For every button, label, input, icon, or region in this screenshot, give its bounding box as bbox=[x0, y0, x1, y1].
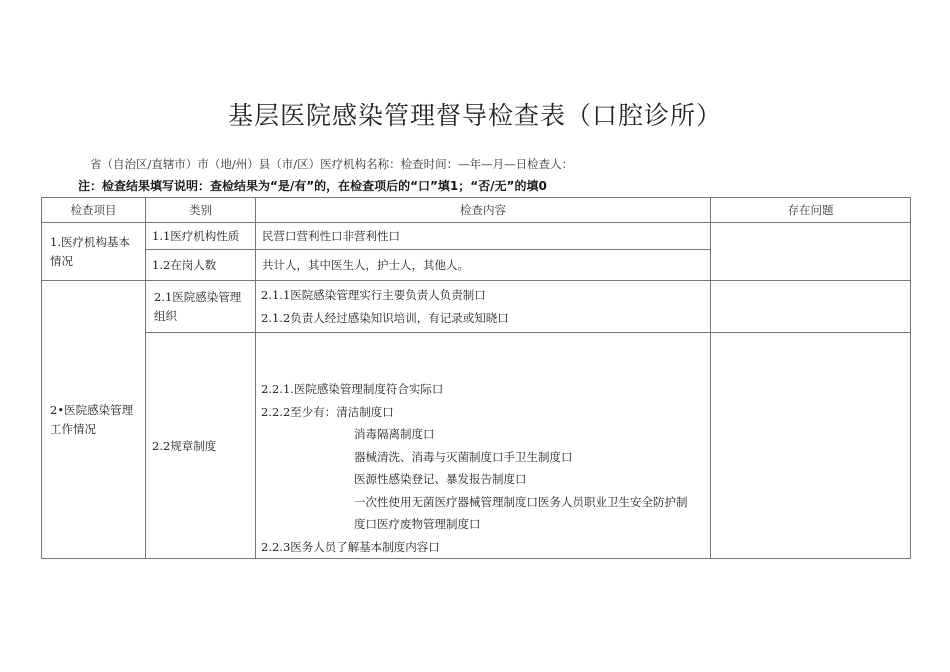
content-line: 2.2.3医务人员了解基本制度内容口 bbox=[261, 539, 440, 554]
content-line: 一次性使用无菌医疗器械管理制度口医务人员职业卫生安全防护制 bbox=[354, 494, 688, 509]
content-line: 2.2.1.医院感染管理制度符合实际口 bbox=[261, 382, 444, 396]
info-line: 省（自治区/直辖市）市（地/州）县（市/区）医疗机构名称：检查时间：—年—月—日检查人： bbox=[90, 157, 574, 171]
page-title: 基层医院感染管理督导检查表（口腔诊所） bbox=[227, 101, 722, 130]
issues-cell[interactable] bbox=[711, 223, 911, 281]
header-content: 检查内容 bbox=[256, 198, 711, 223]
fill-note: 注：检查结果填写说明：查检结果为“是/有”的，在检查项后的“口”填1；“否/无”的填0 bbox=[78, 179, 547, 193]
item-infection-management: 2•医院感染管理工作情况 bbox=[42, 281, 146, 559]
content-cell bbox=[256, 281, 711, 333]
content-line: 2.1.2负责人经过感染知识培训，有记录或知晓口 bbox=[261, 310, 509, 325]
content-cell: 民营口营利性口非营利性口 bbox=[256, 223, 711, 250]
table-row bbox=[42, 223, 911, 250]
content-cell: 共计人，其中医生人，护士人，其他人。 bbox=[256, 250, 711, 281]
inspection-table bbox=[41, 197, 911, 559]
header-category: 类别 bbox=[146, 198, 256, 223]
table-row bbox=[42, 333, 911, 559]
content-line: 2.1.1医院感染管理实行主要负责人负责制口 bbox=[261, 288, 486, 302]
header-issues: 存在问题 bbox=[711, 198, 911, 223]
table-row bbox=[42, 281, 911, 333]
content-line: 消毒隔离制度口 bbox=[354, 427, 435, 441]
header-row bbox=[42, 198, 911, 223]
issues-cell[interactable] bbox=[711, 281, 911, 333]
content-cell bbox=[256, 333, 711, 559]
content-line: 2.2.2至少有：清洁制度口 bbox=[261, 404, 394, 419]
item-basic-info: 1.医疗机构基本情况 bbox=[42, 223, 146, 281]
content-line: 器械清洗、消毒与灭菌制度口手卫生制度口 bbox=[354, 449, 573, 464]
issues-cell[interactable] bbox=[711, 333, 911, 559]
content-line: 度口医疗废物管理制度口 bbox=[354, 517, 481, 531]
category-cell: 2.2规章制度 bbox=[146, 333, 256, 559]
content-line: 医源性感染登记、暴发报告制度口 bbox=[354, 472, 527, 486]
category-cell: 1.1医疗机构性质 bbox=[146, 223, 256, 250]
header-item: 检查项目 bbox=[42, 198, 146, 223]
category-cell: 2.1医院感染管理组织 bbox=[146, 281, 256, 333]
category-cell: 1.2在岗人数 bbox=[146, 250, 256, 281]
